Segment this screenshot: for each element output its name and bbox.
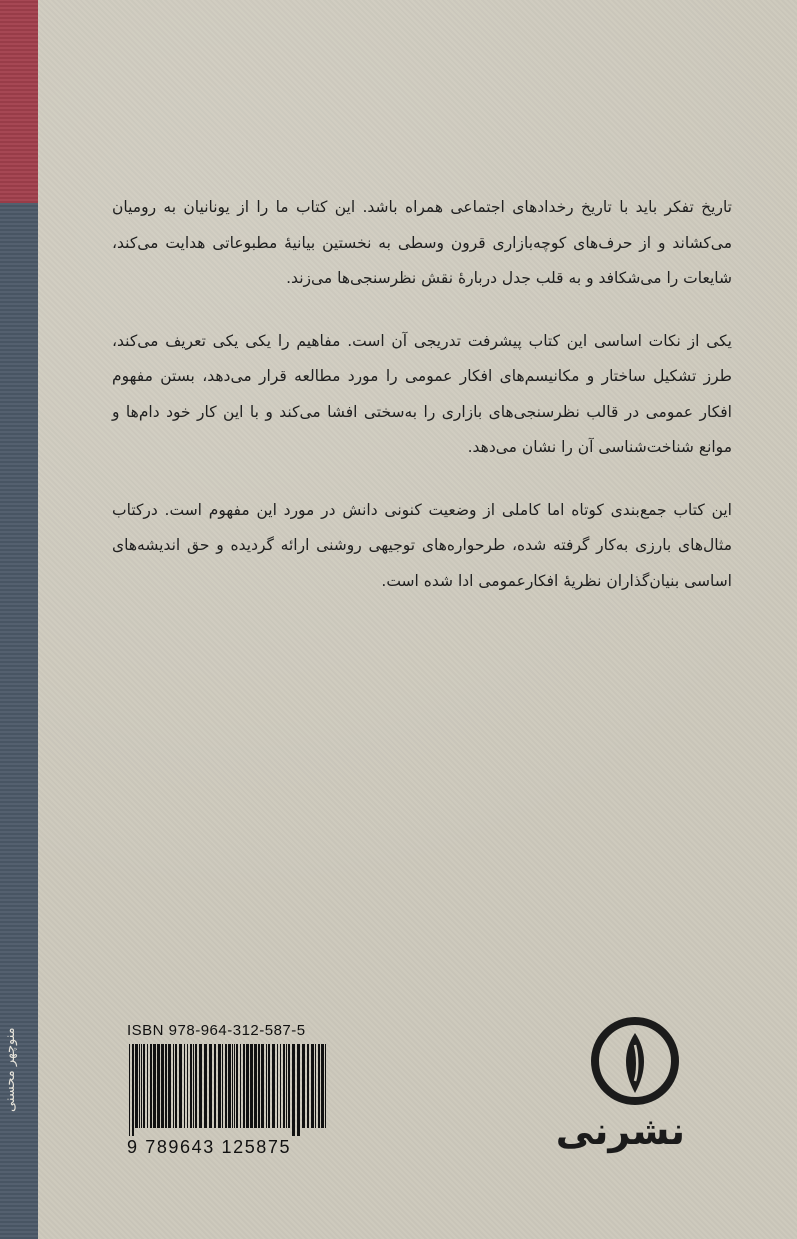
blurb-paragraph-1: تاریخ تفکر باید با تاریخ رخدادهای اجتماعی همراه باشد. این کتاب ما را از یونانیان به رومیان می‌کشاند و از حرف‌های کوچه‌بازاری قرون وسطی به نخستین بیانیهٔ مطبوعاتی هدایت می‌کند، شایعات را می‌شکافد و به قلب جدل دربارهٔ نقش نظرسنجی‌ها می‌زند. — [112, 198, 732, 287]
spine-red-band — [0, 0, 38, 203]
blurb-paragraph-2: یکی از نکات اساسی این کتاب پیشرفت تدریجی آن است. مفاهیم را یکی یکی تعریف می‌کند، طرز تشکیل ساختار و مکانیسم‌های افکار عمومی را مورد مطالعه قرار می‌دهد، بستن مفهوم افکار عمومی در قالب نظرسنجی‌های بازاری را به‌سختی افشا می‌کند و با این کار خود دام‌ها و موانع شناخت‌شناسی آن را نشان می‌دهد. — [112, 331, 732, 456]
publisher-name: نشرنی — [555, 1109, 685, 1153]
isbn-barcode — [127, 1022, 332, 1162]
blurb-paragraph-3: این کتاب جمع‌بندی کوتاه اما کاملی از وضعیت کنونی دانش در مورد این مفهوم است. درکتاب مثال‌های بارزی به‌کار گرفته شده، طرحواره‌های توجیهی روشنی ارائه گردیده و حق اندیشه‌های اساسی بنیان‌گذاران نظریهٔ افکارعمومی ادا شده است. — [112, 500, 732, 590]
barcode-digits: 9 789643 125875 — [127, 1137, 292, 1157]
publisher-logo — [555, 1015, 685, 1165]
isbn-label: ISBN 978-964-312-587-5 — [127, 1022, 306, 1039]
blurb-text — [112, 190, 732, 626]
ney-logo-icon — [589, 1015, 681, 1107]
barcode-bars-icon — [127, 1044, 332, 1136]
spine-author-text: منوچهر محسنی — [3, 1027, 18, 1113]
